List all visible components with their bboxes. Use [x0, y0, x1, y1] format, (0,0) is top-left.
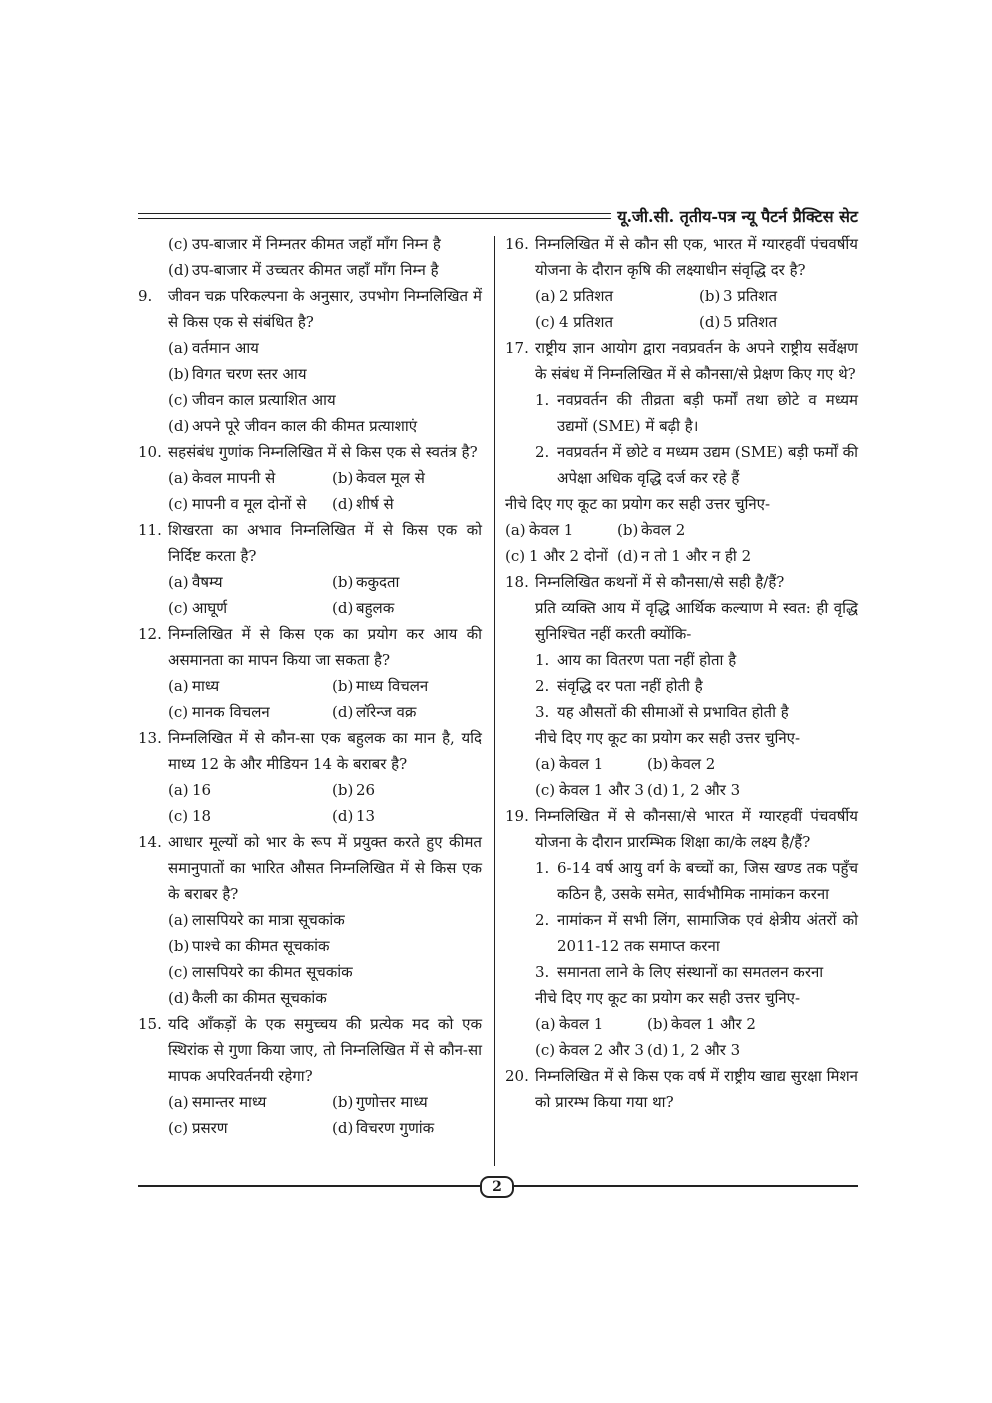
option-text: 3 प्रतिशत	[723, 287, 778, 305]
question-14	[138, 829, 482, 907]
right-column	[505, 231, 858, 1115]
option-text: शीर्ष से	[356, 495, 394, 513]
option	[535, 1037, 647, 1063]
option	[617, 543, 858, 569]
page-number: 2	[480, 1176, 514, 1198]
option	[168, 699, 332, 725]
question-15	[138, 1011, 482, 1089]
option-label: (c)	[168, 235, 189, 253]
option-text: 1 और 2 दोनों	[529, 547, 608, 565]
option-label: (b)	[332, 781, 354, 799]
option	[332, 595, 482, 621]
statement	[505, 959, 858, 985]
question-number: 13.	[138, 729, 162, 747]
option-text: 16	[192, 781, 212, 799]
option-label: (b)	[699, 287, 721, 305]
option-text: केवल 1	[529, 521, 574, 539]
option-label: (a)	[168, 911, 189, 929]
option	[168, 1115, 332, 1141]
question-11	[138, 517, 482, 569]
option	[168, 491, 332, 517]
option-text: 1, 2 और 3	[671, 781, 741, 799]
option-text: जीवन काल प्रत्याशित आय	[192, 391, 336, 409]
option-text: 1, 2 और 3	[671, 1041, 741, 1059]
option-label: (d)	[332, 1119, 354, 1137]
question-9	[138, 283, 482, 335]
option-label: (a)	[168, 1093, 189, 1111]
option	[332, 1115, 482, 1141]
option-text: गुणोत्तर माध्य	[356, 1093, 428, 1111]
statement	[505, 855, 858, 907]
option-label: (a)	[168, 469, 189, 487]
option-text: वैषम्य	[192, 573, 223, 591]
question-text: निम्नलिखित में से कौन सी एक, भारत में ग्यारहवीं पंचवर्षीय योजना के दौरान कृषि की लक्ष्याधीन संवृद्धि दर है?	[535, 235, 858, 279]
options-grid	[138, 673, 482, 725]
option	[138, 959, 482, 985]
statement-text: नवप्रवर्तन में छोटे व मध्यम उद्यम (SME) बड़ी फर्मों की अपेक्षा अधिक वृद्धि दर्ज कर रहे हैं	[557, 443, 858, 487]
option-text: 2 प्रतिशत	[559, 287, 614, 305]
option-label: (c)	[168, 1119, 189, 1137]
option	[138, 413, 482, 439]
statement-text: आय का वितरण पता नहीं होता है	[557, 651, 737, 669]
option	[332, 1089, 482, 1115]
option-label: (d)	[647, 781, 669, 799]
option-text: मानक विचलन	[192, 703, 270, 721]
statement-number: 2.	[535, 443, 550, 461]
statement	[505, 387, 858, 439]
question-16	[505, 231, 858, 283]
options-grid	[505, 1011, 858, 1063]
question-text: आधार मूल्यों को भार के रूप में प्रयुक्त करते हुए कीमत समानुपातों का भारित औसत निम्नलिखित में से किस एक के बराबर है?	[168, 833, 482, 903]
header-title: यू.जी.सी. तृतीय-पत्र न्यू पैटर्न प्रैक्टिस सेट	[617, 207, 858, 226]
question-text: शिखरता का अभाव निम्नलिखित में से किस एक को निर्दिष्ट करता है?	[168, 521, 482, 565]
question-text: यदि आँकड़ों के एक समुच्चय की प्रत्येक मद को एक स्थिरांक से गुणा किया जाए, तो निम्नलिखित में से कौन-सा मापक अपरिवर्तनयी रहेगा?	[168, 1015, 482, 1085]
option	[647, 777, 858, 803]
option	[332, 803, 482, 829]
option	[168, 595, 332, 621]
option	[699, 283, 858, 309]
option-text: पाश्चे का कीमत सूचकांक	[192, 937, 330, 955]
options-grid	[138, 1089, 482, 1141]
question-text: जीवन चक्र परिकल्पना के अनुसार, उपभोग निम्नलिखित में से किस एक से संबंधित है?	[168, 287, 482, 331]
option-text: केवल 1 और 2	[671, 1015, 756, 1033]
option-text: केवल 1	[559, 755, 604, 773]
statement-number: 3.	[535, 963, 550, 981]
statement	[505, 907, 858, 959]
option-text: 4 प्रतिशत	[559, 313, 614, 331]
option-text: केवल मूल से	[356, 469, 425, 487]
option-label: (b)	[332, 677, 354, 695]
options-grid	[505, 517, 858, 569]
left-column	[138, 231, 482, 1141]
statement-number: 1.	[535, 859, 550, 877]
option-label: (d)	[699, 313, 721, 331]
option-label: (d)	[332, 703, 354, 721]
option-text: उप-बाजार में उच्चतर कीमत जहाँ माँग निम्न है	[192, 261, 439, 279]
option	[138, 985, 482, 1011]
option-text: 26	[356, 781, 376, 799]
question-text: निम्नलिखित में से किस एक वर्ष में राष्ट्रीय खाद्य सुरक्षा मिशन को प्रारम्भ किया गया था?	[535, 1067, 858, 1111]
option-text: कैली का कीमत सूचकांक	[192, 989, 327, 1007]
statement-text: नामांकन में सभी लिंग, सामाजिक एवं क्षेत्रीय अंतरों को 2011-12 तक समाप्त करना	[557, 911, 858, 955]
option-label: (a)	[535, 1015, 556, 1033]
option	[535, 1011, 647, 1037]
question-text: निम्नलिखित में से कौनसा/से भारत में ग्यारहवीं पंचवर्षीय योजना के दौरान प्रारम्भिक शिक्षा का/के लक्ष्य है/हैं?	[535, 807, 858, 851]
code-instruction: नीचे दिए गए कूट का प्रयोग कर सही उत्तर चुनिए-	[535, 989, 801, 1007]
question-number: 18.	[505, 573, 529, 591]
option	[332, 777, 482, 803]
question-text: सहसंबंध गुणांक निम्नलिखित में से किस एक से स्वतंत्र है?	[168, 443, 478, 461]
option-label: (c)	[535, 313, 556, 331]
option-text: समान्तर माध्य	[192, 1093, 267, 1111]
question-number: 19.	[505, 807, 529, 825]
option-label: (b)	[617, 521, 639, 539]
option-label: (b)	[168, 365, 190, 383]
option	[138, 257, 482, 283]
option-label: (c)	[168, 807, 189, 825]
statement-number: 1.	[535, 651, 550, 669]
column-divider	[494, 236, 495, 1166]
question-19	[505, 803, 858, 855]
option-label: (c)	[168, 391, 189, 409]
question-number: 20.	[505, 1067, 529, 1085]
option-text: 18	[192, 807, 212, 825]
statement-number: 3.	[535, 703, 550, 721]
options-grid	[138, 777, 482, 829]
option-text: लासपियरे का मात्रा सूचकांक	[192, 911, 345, 929]
option-label: (c)	[535, 1041, 556, 1059]
option	[332, 569, 482, 595]
question-20	[505, 1063, 858, 1115]
option-label: (a)	[168, 781, 189, 799]
option-label: (a)	[168, 573, 189, 591]
option	[168, 803, 332, 829]
option-text: उप-बाजार में निम्नतर कीमत जहाँ माँग निम्न है	[192, 235, 441, 253]
option-label: (a)	[535, 755, 556, 773]
option	[168, 569, 332, 595]
option	[505, 517, 617, 543]
statement	[505, 673, 858, 699]
option-label: (c)	[168, 495, 189, 513]
option-text: प्रसरण	[192, 1119, 228, 1137]
statement-text: यह औसतों की सीमाओं से प्रभावित होती है	[557, 703, 789, 721]
option	[332, 465, 482, 491]
option	[699, 309, 858, 335]
option-label: (d)	[332, 495, 354, 513]
option-label: (d)	[168, 417, 190, 435]
code-instruction: नीचे दिए गए कूट का प्रयोग कर सही उत्तर चुनिए-	[505, 495, 771, 513]
option	[617, 517, 858, 543]
option	[138, 335, 482, 361]
option-label: (b)	[647, 1015, 669, 1033]
option-text: मापनी व मूल दोनों से	[192, 495, 307, 513]
option-text: 5 प्रतिशत	[723, 313, 778, 331]
option-text: माध्य	[192, 677, 220, 695]
option-label: (a)	[535, 287, 556, 305]
statement	[505, 647, 858, 673]
option	[647, 751, 858, 777]
option-text: केवल 1	[559, 1015, 604, 1033]
question-number: 10.	[138, 443, 162, 461]
options-grid	[505, 283, 858, 335]
option-text: केवल 1 और 3	[559, 781, 644, 799]
statement-text: संवृद्धि दर पता नहीं होती है	[557, 677, 703, 695]
option-label: (c)	[168, 599, 189, 617]
statement-text: नवप्रवर्तन की तीव्रता बड़ी फर्मों तथा छोटे व मध्यम उद्यमों (SME) में बढ़ी है।	[557, 391, 858, 435]
option-text: केवल 2	[641, 521, 686, 539]
option-text: न तो 1 और न ही 2	[641, 547, 752, 565]
statement-number: 2.	[535, 677, 550, 695]
option	[332, 673, 482, 699]
options-grid	[138, 465, 482, 517]
option-text: लासपियरे का कीमत सूचकांक	[192, 963, 353, 981]
option-label: (d)	[168, 261, 190, 279]
option	[647, 1011, 858, 1037]
option-text: आघूर्ण	[192, 599, 228, 617]
option	[535, 777, 647, 803]
option	[168, 465, 332, 491]
option	[535, 751, 647, 777]
option-label: (a)	[168, 339, 189, 357]
question-text: निम्नलिखित कथनों में से कौनसा/से सही है/हैं?	[535, 573, 785, 591]
question-intro: प्रति व्यक्ति आय में वृद्धि आर्थिक कल्याण मे स्वत: ही वृद्धि सुनिश्चित नहीं करती क्योंकि-	[535, 599, 858, 643]
code-instruction: नीचे दिए गए कूट का प्रयोग कर सही उत्तर चुनिए-	[535, 729, 801, 747]
option	[332, 699, 482, 725]
statement-number: 1.	[535, 391, 550, 409]
option	[332, 491, 482, 517]
option-text: माध्य विचलन	[356, 677, 429, 695]
option-text: केवल मापनी से	[192, 469, 276, 487]
option	[647, 1037, 858, 1063]
statement	[505, 439, 858, 491]
question-10	[138, 439, 482, 465]
option-text: अपने पूरे जीवन काल की कीमत प्रत्याशाएं	[192, 417, 418, 435]
option-text: ककुदता	[356, 573, 400, 591]
statement-number: 2.	[535, 911, 550, 929]
option	[138, 933, 482, 959]
option	[168, 1089, 332, 1115]
option	[138, 907, 482, 933]
option	[168, 673, 332, 699]
option	[138, 387, 482, 413]
option-text: बहुलक	[356, 599, 395, 617]
option-text: लॉरेन्ज वक्र	[356, 703, 417, 721]
option-label: (d)	[332, 807, 354, 825]
option	[168, 777, 332, 803]
option-label: (d)	[647, 1041, 669, 1059]
option-label: (c)	[168, 963, 189, 981]
question-number: 15.	[138, 1015, 162, 1033]
option	[138, 361, 482, 387]
question-number: 14.	[138, 833, 162, 851]
option-label: (b)	[332, 469, 354, 487]
options-grid	[138, 569, 482, 621]
question-17	[505, 335, 858, 387]
option-label: (b)	[168, 937, 190, 955]
question-number: 16.	[505, 235, 529, 253]
option	[535, 283, 699, 309]
question-text: निम्नलिखित में से कौन-सा एक बहुलक का मान है, यदि माध्य 12 के और मीडियन 14 के बराबर है?	[168, 729, 482, 773]
question-number: 12.	[138, 625, 162, 643]
page-footer	[138, 1176, 858, 1196]
statement-text: समानता लाने के लिए संस्थानों का समतलन करना	[557, 963, 824, 981]
header-rule	[138, 213, 611, 219]
question-number: 17.	[505, 339, 529, 357]
question-12	[138, 621, 482, 673]
option-text: केवल 2	[671, 755, 716, 773]
question-13	[138, 725, 482, 777]
option-label: (a)	[168, 677, 189, 695]
question-18	[505, 569, 858, 595]
option	[535, 309, 699, 335]
option-label: (b)	[332, 1093, 354, 1111]
statement	[505, 699, 858, 725]
options-grid	[505, 751, 858, 803]
option-label: (d)	[332, 599, 354, 617]
option-label: (d)	[617, 547, 639, 565]
option-text: 13	[356, 807, 376, 825]
question-text: राष्ट्रीय ज्ञान आयोग द्वारा नवप्रवर्तन के अपने राष्ट्रीय सर्वेक्षण के संबंध में निम्नलिखित में से कौनसा/से प्रेक्षण किए गए थे?	[535, 339, 858, 383]
option-text: विचरण गुणांक	[356, 1119, 435, 1137]
option-text: विगत चरण स्तर आय	[192, 365, 307, 383]
option-label: (c)	[505, 547, 526, 565]
option	[505, 543, 617, 569]
option-label: (c)	[168, 703, 189, 721]
question-number: 11.	[138, 521, 162, 539]
option-label: (b)	[647, 755, 669, 773]
question-text: निम्नलिखित में से किस एक का प्रयोग कर आय की असमानता का मापन किया जा सकता है?	[168, 625, 482, 669]
option-label: (b)	[332, 573, 354, 591]
statement-text: 6-14 वर्ष आयु वर्ग के बच्चों का, जिस खण्ड तक पहुँच कठिन है, उसके समेत, सार्वभौमिक नामांकन करना	[557, 859, 858, 903]
option-label: (c)	[535, 781, 556, 799]
option-text: वर्तमान आय	[192, 339, 259, 357]
option-label: (a)	[505, 521, 526, 539]
running-header	[138, 206, 858, 226]
option	[138, 231, 482, 257]
question-number: 9.	[138, 287, 153, 305]
option-label: (d)	[168, 989, 190, 1007]
option-text: केवल 2 और 3	[559, 1041, 644, 1059]
